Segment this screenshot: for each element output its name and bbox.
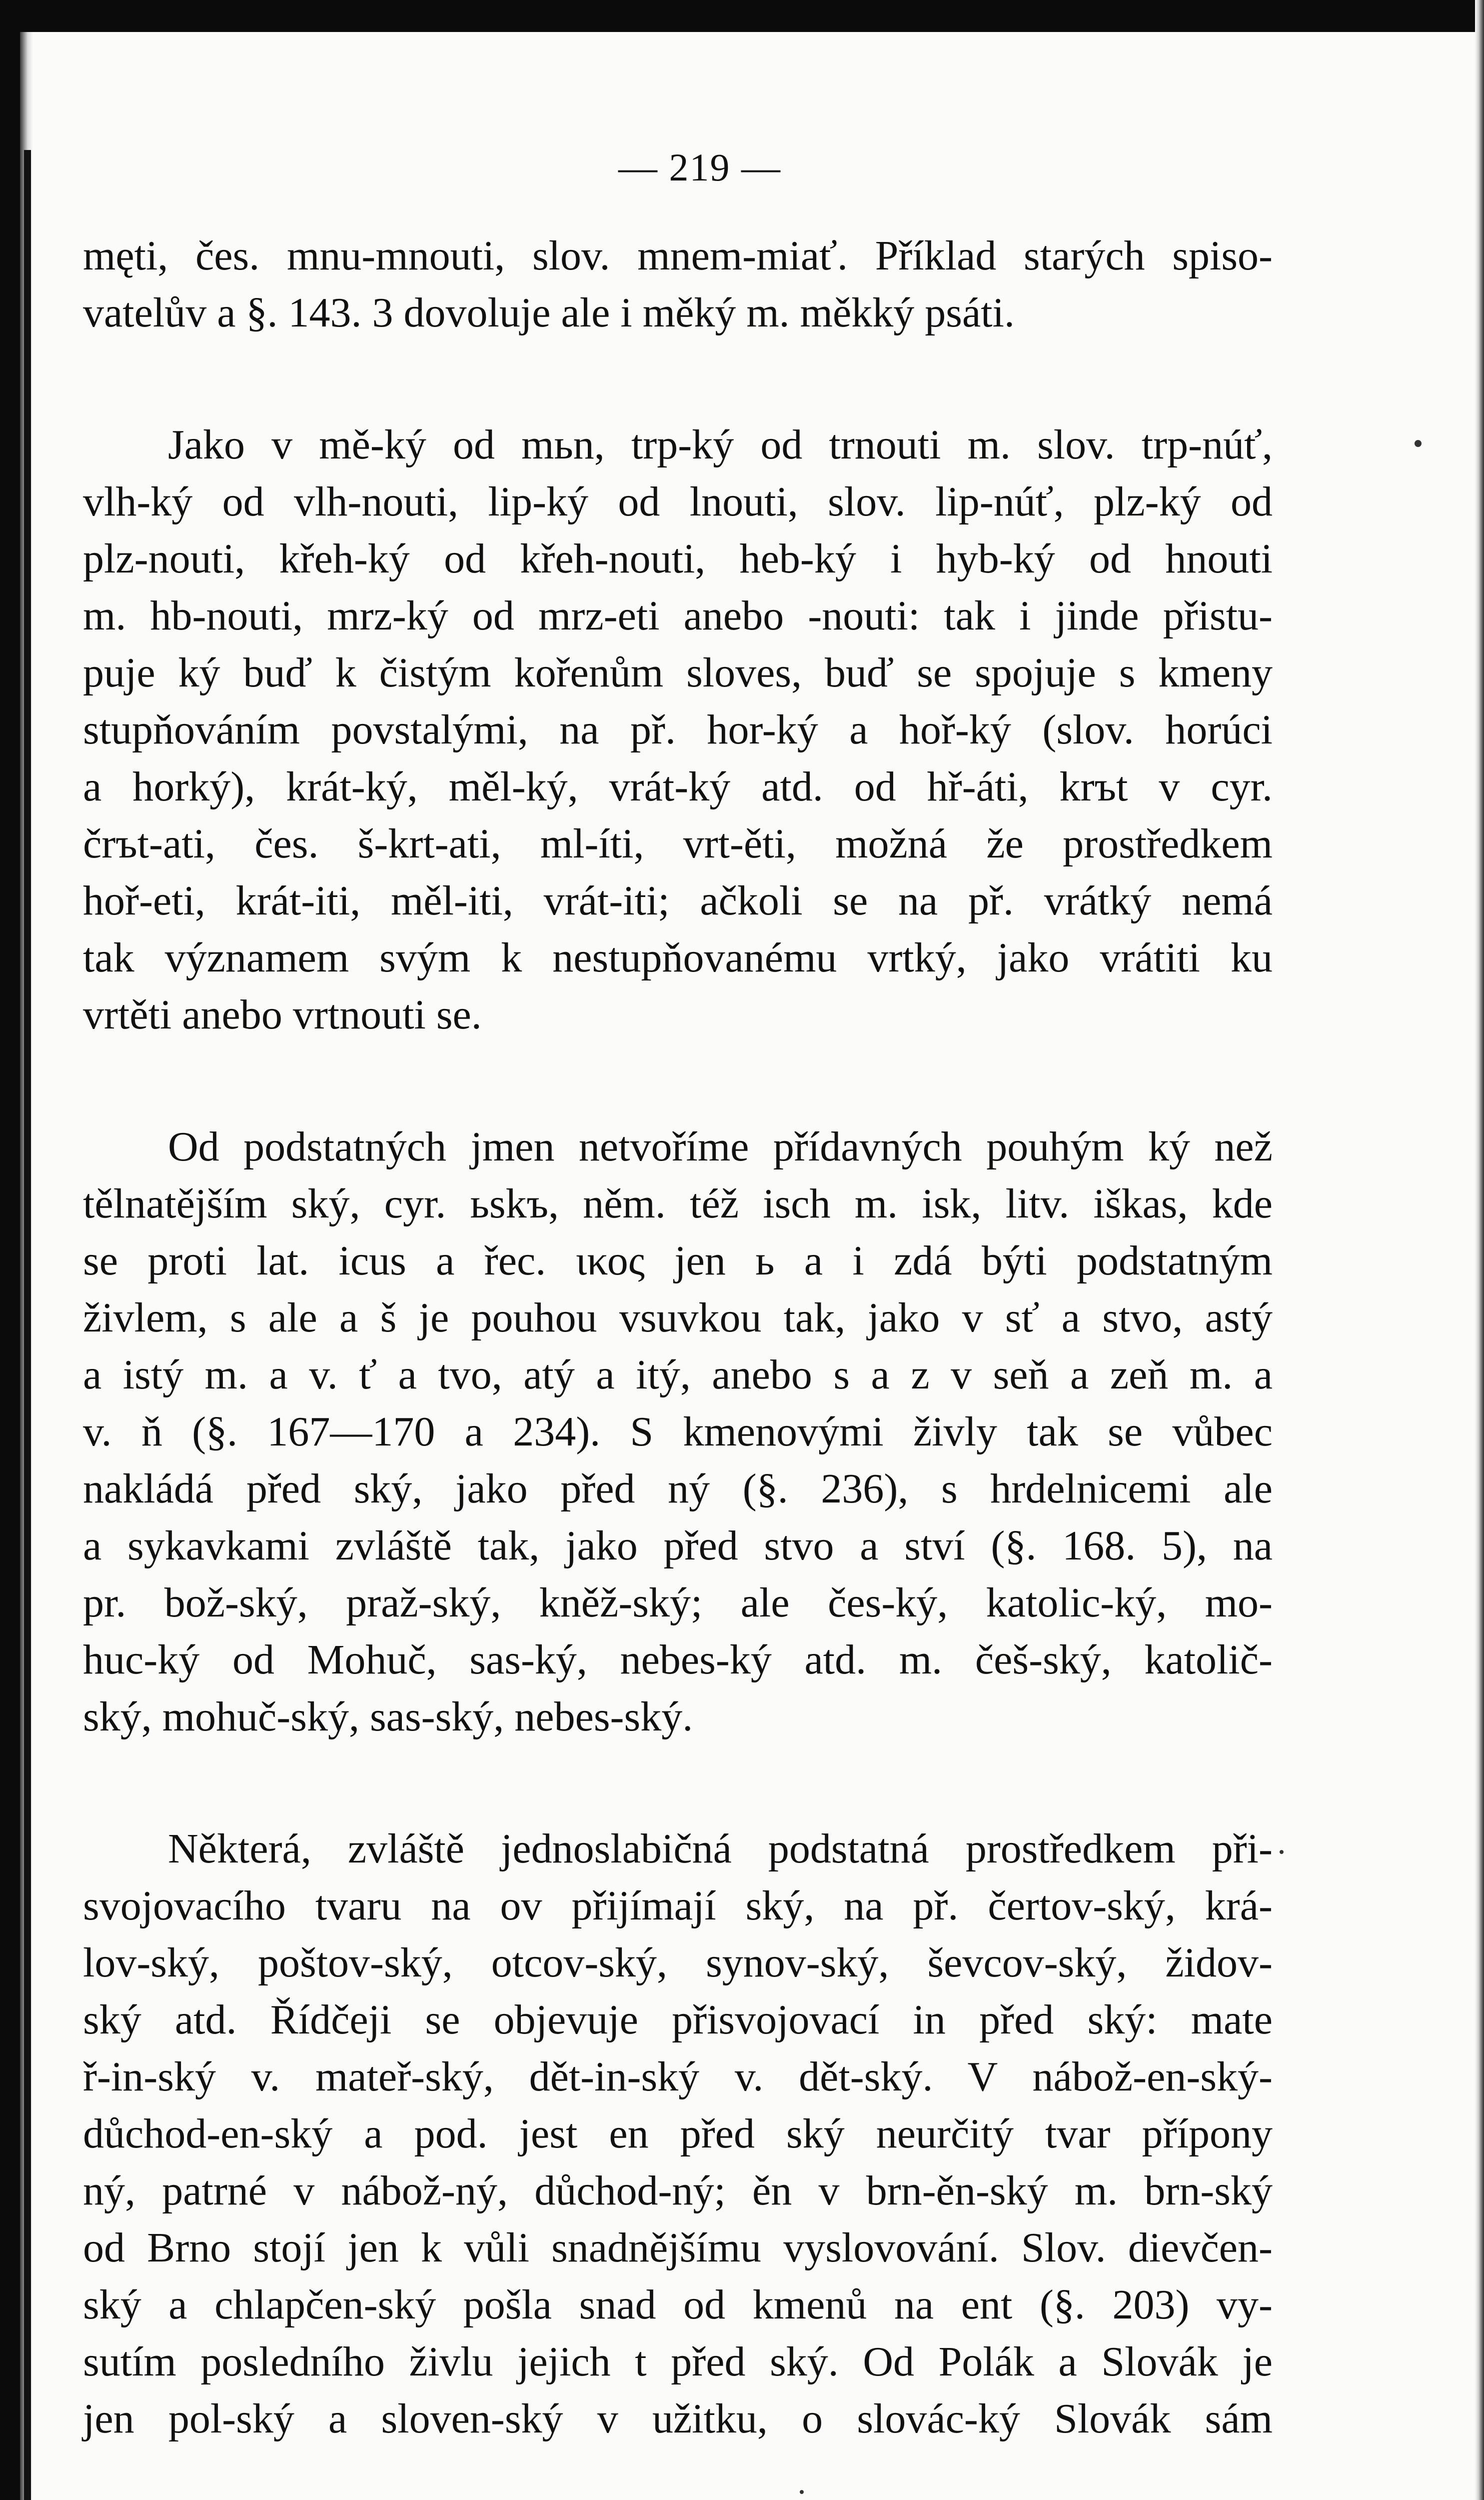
scan-speck [800,2490,804,2494]
binding-gutter-line [24,150,31,2500]
text-line: důchod-en-ský a pod. jest en před ský neurčitý tvar přípony [83,2110,1273,2157]
text-line: v. ň (§. 167—170 a 234). S kmenovými živly tak se vůbec [83,1408,1273,1455]
text-line: ský, mohuč-ský, sas-ský, nebes-ský. [83,1694,693,1740]
text-line: ský a chlapčen-ský pošla snad od kmenů na ent (§. 203) vy- [83,2282,1273,2328]
text-line: a istý m. a v. ť a tvo, atý a itý, anebo s a z v seň a zeň m. a [83,1352,1273,1398]
text-line: ř-in-ský v. mateř-ský, dět-in-ský v. dět-ský. V nábož-en-ský- [83,2054,1273,2100]
text-line: se proti lat. icus a řec. ικος jen ь a i zdá býti podstatným [83,1238,1273,1284]
paragraph-gap [83,342,1273,416]
text-line: a sykavkami zvláště tak, jako před stvo a ství (§. 168. 5), na [83,1522,1273,1569]
text-line: puje ký buď k čistým kořenům sloves, buď se spojuje s kmeny [83,650,1273,696]
text-line: Od podstatných jmen netvoříme přídavných pouhým ký než [168,1124,1273,1170]
text-line: ský atd. Řídčeji se objevuje přisvojovací in před ský: mate [83,1996,1273,2043]
text-line: tělnatějším ský, cyr. ьskъ, něm. též isch m. isk, litv. iškas, kde [83,1180,1273,1227]
text-line: pr. bož-ský, praž-ský, kněž-ský; ale čes-ký, katolic-ký, mo- [83,1580,1273,1626]
text-line: m. hb-nouti, mrz-ký od mrz-eti anebo -nouti: tak i jinde přistu- [83,592,1273,639]
text-line: plz-nouti, křeh-ký od křeh-nouti, heb-ký i hyb-ký od hnouti [83,536,1273,582]
text-line: sutím posledního živlu jejich t před ský. Od Polák a Slovák je [83,2338,1273,2385]
paragraph-gap [83,1746,1273,1820]
page-number: — 219 — [618,146,781,189]
text-line: stupňováním povstalými, na př. hor-ký a hoř-ký (slov. horúci [83,706,1273,753]
text-line: jen pol-ský a sloven-ský v užitku, o slovác-ký Slovák sám [83,2396,1273,2442]
text-line: vrtěti anebo vrtnouti se. [83,992,482,1038]
text-line: męti, čes. mnu-mnouti, slov. mnem-miať. Příklad starých spiso- [83,232,1273,279]
text-line: ný, patrné v nábož-ný, důchod-ný; ěn v brn-ěn-ský m. brn-ský [83,2168,1273,2214]
scan-border-left [0,0,20,2500]
paragraph-2 [83,416,1273,1044]
body-text [83,228,1273,2448]
text-line: huc-ký od Mohuč, sas-ký, nebes-ký atd. m. češ-ský, katolič- [83,1636,1273,1683]
paragraph-4 [83,1820,1273,2448]
scan-speck [1415,440,1422,447]
text-line: črъt-ati, čes. š-krt-ati, ml-íti, vrt-ěti, možná že prostředkem [83,820,1273,867]
text-line: tak významem svým k nestupňovanému vrtký, jako vrátiti ku [83,934,1273,981]
scan-speck [1280,1850,1284,1854]
text-line: a horký), krát-ký, měl-ký, vrát-ký atd. od hř-áti, krъt v cyr. [83,764,1273,810]
paragraph-3 [83,1118,1273,1746]
text-line: od Brno stojí jen k vůli snadnějšímu vyslovování. Slov. dievčen- [83,2224,1273,2271]
paragraph-1 [83,228,1273,342]
text-line: nakládá před ský, jako před ný (§. 236), s hrdelnicemi ale [83,1466,1273,1512]
text-line: vlh-ký od vlh-nouti, lip-ký od lnouti, slov. lip-núť, plz-ký od [83,478,1273,525]
text-line: lov-ský, poštov-ský, otcov-ský, synov-ský, ševcov-ský, židov- [83,1940,1273,1986]
paragraph-gap [83,1044,1273,1118]
text-line: Jako v mě-ký od mьn, trp-ký od trnouti m. slov. trp-núť, [168,422,1273,468]
text-line: hoř-eti, krát-iti, měl-iti, vrát-iti; ačkoli se na př. vrátký nemá [83,878,1273,924]
text-line: Některá, zvláště jednoslabičná podstatná prostředkem při- [168,1826,1273,1872]
scan-border-top [0,0,1484,32]
text-line: svojovacího tvaru na ov přijímají ský, na př. čertov-ský, krá- [83,1882,1273,1929]
scan-border-right [1475,0,1484,2500]
text-line: vatelův a §. 143. 3 dovoluje ale i měký m. měkký psáti. [83,290,1015,336]
text-line: živlem, s ale a š je pouhou vsuvkou tak, jako v sť a stvo, astý [83,1294,1273,1341]
